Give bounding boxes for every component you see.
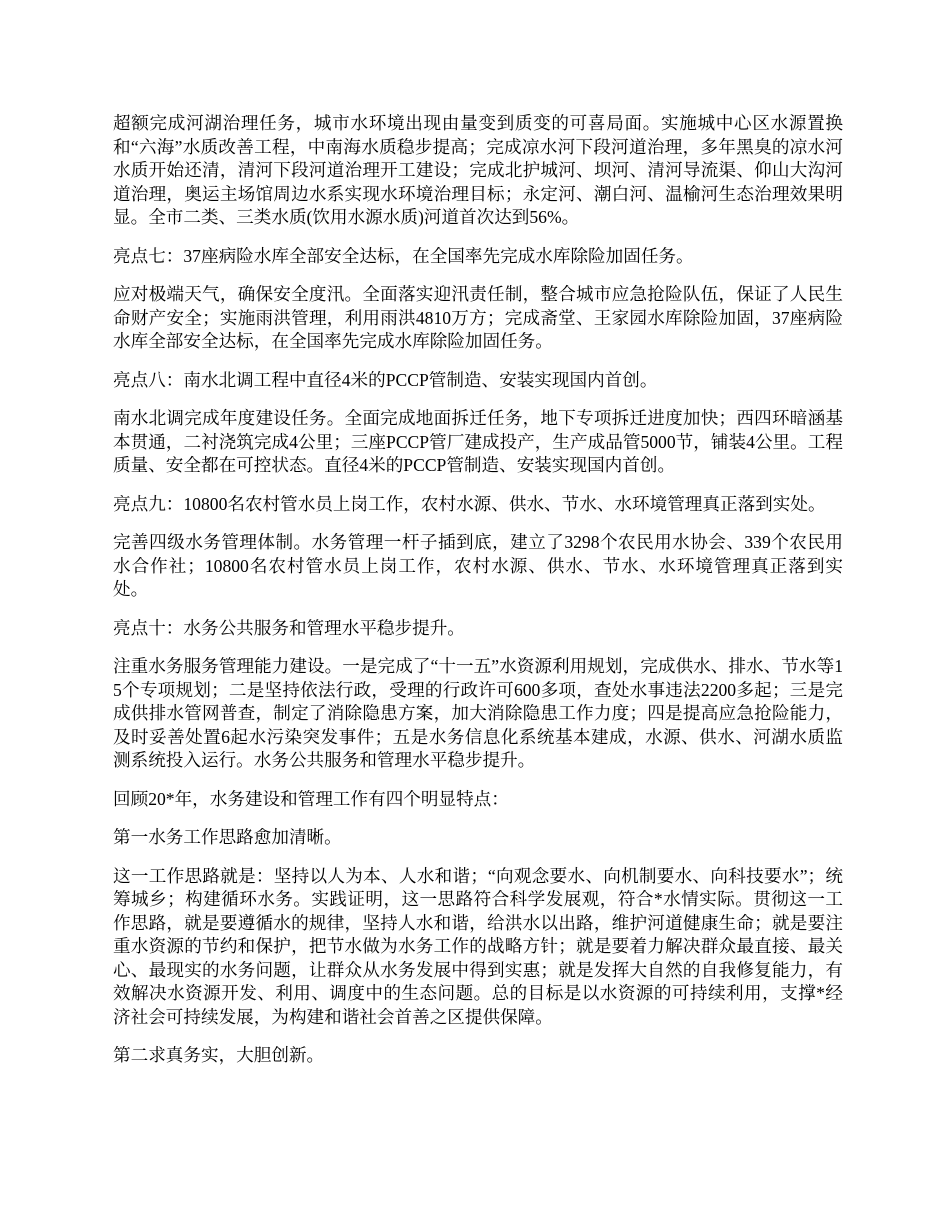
paragraph-management-system: 完善四级水务管理体制。水务管理一杆子插到底，建立了3298个农民用水协会、339个农民用水合作社；10800名农村管水员上岗工作，农村水源、供水、节水、水环境管理真正落到实处。 (113, 532, 843, 599)
paragraph-river-governance: 超额完成河湖治理任务，城市水环境出现由量变到质变的可喜局面。实施城中心区水源置换和“六海”水质改善工程，中南海水质稳步提高；完成凉水河下段河道治理，多年黑臭的凉水河水质开始还清，清河下段河道治理开工建设；完成北护城河、坝河、清河导流渠、仰山大沟河道治理，奥运主场馆周边水系实现水环境治理目标；永定河、潮白河、温榆河生态治理效果明显。全市二类、三类水质(饮用水源水质)河道首次达到56%。 (113, 113, 843, 227)
paragraph-review-intro: 回顾20*年，水务建设和管理工作有四个明显特点： (113, 788, 509, 809)
highlight-ten-heading: 亮点十：水务公共服务和管理水平稳步提升。 (113, 617, 465, 638)
highlight-nine-heading: 亮点九：10800名农村管水员上岗工作，农村水源、供水、节水、水环境管理真正落到实处。 (113, 493, 826, 514)
paragraph-flood-safety: 应对极端天气，确保安全度汛。全面落实迎汛责任制，整合城市应急抢险队伍，保证了人民生命财产安全；实施雨洪管理，利用雨洪4810万方；完成斋堂、王家园水库除险加固，37座病险水库全部安全达标，在全国率先完成水库除险加固任务。 (113, 284, 843, 351)
feature-two-heading: 第二求真务实，大胆创新。 (113, 1045, 325, 1065)
paragraph-work-approach: 这一工作思路就是：坚持以人为本、人水和谐；“向观念要水、向机制要水、向科技要水”；统筹城乡；构建循环水务。实践证明，这一思路符合科学发展观，符合*水情实际。贯彻这一工作思路，就是要遵循水的规律，坚持人水和谐，给洪水以出路，维护河道健康生命；就是要注重水资源的节约和保护，把节水做为水务工作的战略方针；就是要着力解决群众最直接、最关心、最现实的水务问题，让群众从水务发展中得到实惠；就是发挥大自然的自我修复能力，有效解决水资源开发、利用、调度中的生态问题。总的目标是以水资源的可持续利用，支撑*经济社会可持续发展，为构建和谐社会首善之区提供保障。 (113, 865, 843, 1027)
paragraph-south-north-diversion: 南水北调完成年度建设任务。全面完成地面拆迁任务，地下专项拆迁进度加快；西四环暗涵基本贯通，二衬浇筑完成4公里；三座PCCP管厂建成投产，生产成品管5000节，铺装4公里。工程质量、安全都在可控状态。直径4米的PCCP管制造、安装实现国内首创。 (113, 408, 843, 475)
highlight-seven-heading: 亮点七：37座病险水库全部安全达标，在全国率先完成水库除险加固任务。 (113, 245, 694, 266)
paragraph-service-capacity: 注重水务服务管理能力建设。一是完成了“十一五”水资源利用规划，完成供水、排水、节水等15个专项规划；二是坚持依法行政，受理的行政许可600多项，查处水事违法2200多起；三是完成供排水管网普查，制定了消除隐患方案，加大消除隐患工作力度；四是提高应急抢险能力，及时妥善处置6起水污染突发事件；五是水务信息化系统基本建成，水源、供水、河湖水质监测系统投入运行。水务公共服务和管理水平稳步提升。 (113, 656, 843, 770)
document-body (113, 112, 843, 1083)
highlight-eight-heading: 亮点八：南水北调工程中直径4米的PCCP管制造、安装实现国内首创。 (113, 369, 658, 390)
feature-one-heading: 第一水务工作思路愈加清晰。 (113, 827, 342, 847)
